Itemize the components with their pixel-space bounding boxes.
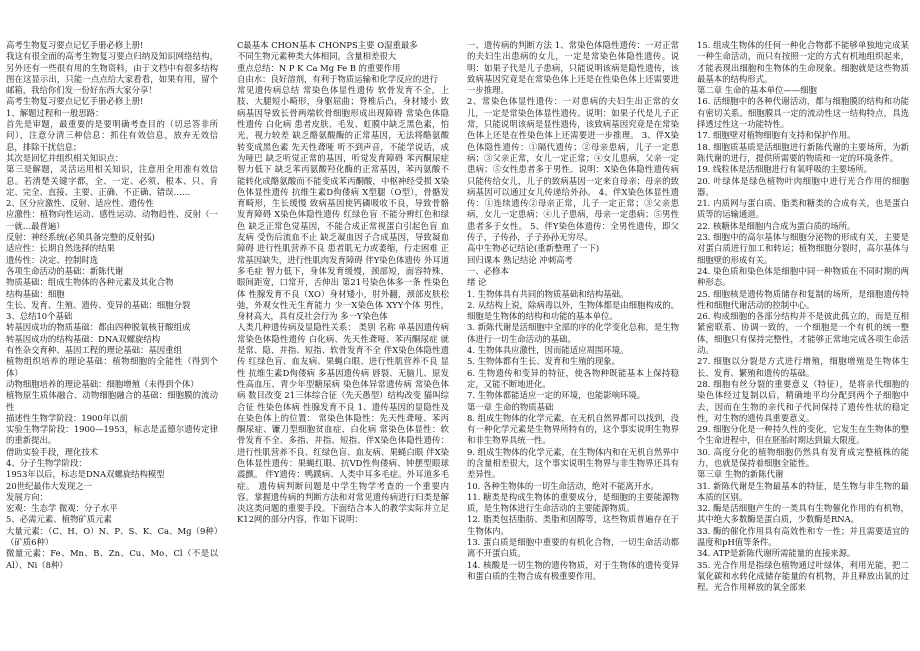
paragraph: 30. 高度分化的植物细胞仍然具有发育成完整植株的能力，也就是保持着细胞全能性。 [697,446,909,468]
paragraph: 大量元素：（C、H、O）N、P、S、K、Ca、Mg（9种）（矿质6种） [6,525,218,548]
paragraph: 第二章 生命的基本单位——细胞 [697,85,817,96]
paragraph: 5. 生物体都有生长、发育和生殖的现象。 [467,356,621,367]
paragraph: 发展方向： [6,491,48,502]
paragraph: 植物原生质体融合、动物细胞融合的基础：细胞膜的流动性 [6,390,218,412]
paragraph: 一、遗传病的判断方法 1、常染色体隐性遗传：一对正常的夫妇生出患病的女儿，一定是常染色体隐性遗传。说明：如果子代是儿子患病，只能说明该病是隐性遗传，该致病基因究竟是在常染色体上还是在性染色体上还需要进一步推理。 [467,40,679,96]
text-column-4 [697,40,909,646]
paragraph: 重点总结：N P K Ca Mg Fe B 的重要作用 [237,62,401,73]
paragraph: 17. 细胞壁对植物细胞有支持和保护作用。 [697,130,856,141]
paragraph: 21. 内质网与蛋白质、脂类和糖类的合成有关，也是蛋白质等的运输通道。 [697,198,909,220]
paragraph: 2. 从结构上说，除病毒以外，生物体都是由细胞构成的。细胞是生物体的结构和功能的基本单位。 [467,299,679,322]
paragraph: 1、解题过程和一般思路： [6,107,104,118]
paragraph: 描述性生物学阶段：1900年以前 [6,412,128,423]
paragraph: 33. 酶的催化作用具有高效性和专一性；并且需要适宜的温度和pH值等条件。 [697,525,909,548]
paragraph: 8. 组成生物体的化学元素，在无机自然界都可以找到，没有一种化学元素是生物界所特有的，这个事实说明生物界和非生物界具统一性。 [467,412,679,446]
paragraph: 借助实验手段，理化技术 [6,446,99,457]
paragraph: 18. 细胞质基质是活细胞进行新陈代谢的主要场所，为新陈代谢的进行，提供所需要的物质和一定的环境条件。 [697,141,909,163]
paragraph: 物质基础：组成生物体的各种元素及其化合物 [6,277,174,288]
paragraph: 10. 各种生物体的一切生命活动，绝对不能离开水。 [467,480,659,491]
paragraph: 应激性：植物向性运动、感性运动、动物趋性、反射（一一就…最普遍） [6,209,218,231]
paragraph: 绪 论 [467,277,487,288]
paragraph: 我这有很全面的高考生物复习要点归纳及知识网络结构，另外还有一些很有用的生物资料，由于文档中有很多结构图在这显示出，只能一点点给大家看看，如果有用，留个邮箱，我给你们发一份好东西大家分享！ [6,51,218,96]
paragraph: 结构基础：细胞 [6,288,65,299]
paragraph: 4. 生物体具应激性，因而能适应周围环境。 [467,345,629,356]
paragraph: 5、必需元素、植物矿质元素 [6,514,112,525]
paragraph: 高考生物复习要点记忆手册必修上册! [6,40,144,50]
text-column-1 [6,40,218,646]
paragraph: 不同生物元素种类大体相同，含量相差很大 [237,51,397,62]
paragraph: 35. 光合作用是指绿色植物通过叶绿体，利用光能，把二氧化碳和水转化成储存能量的有机物，并且释放出氧的过程。光合作用释放的氧全部来 [697,559,909,593]
paragraph: 6. 生物遗传和变异的特征，使各物种既能基本上保持稳定，又能不断地进化。 [467,367,679,389]
paragraph: 转基因成功的物质基础：都由四种脱氧核苷酸组成 [6,322,191,333]
paragraph: 16. 活细胞中的各种代谢活动，都与细胞膜的结构和功能有密切关系。细胞膜具一定的流动性这一结构特点，具选择透过性这一功能特性。 [697,96,909,130]
paragraph: 32. 酶是活细胞产生的一类具有生物催化作用的有机物，其中绝大多数酶是蛋白质，少数酶是RNA。 [697,503,909,525]
paragraph: 24. 染色质和染色体是细胞中同一种物质在不同时期的两种形态。 [697,265,909,288]
paragraph: 2、区分应激性、反射、适应性、遗传性 [6,198,154,209]
paragraph: 生长、发育、生殖、遗传、变异的基础：细胞分裂 [6,299,191,310]
paragraph: 反射：神经系统(必须具备完整的反射弧) [6,232,155,243]
paragraph: 34. ATP是新陈代谢所需能量的直接来源。 [697,548,856,559]
paragraph: 第三是解题，灵活运用相关知识，注意用全用准有效信息。若清楚关键字都，全、一定、必须、根本、只、肯定、完全、直接、主要、正确、不正确、错误…… [6,164,218,197]
text-column-3 [467,40,679,646]
paragraph: 第三章 生物的新陈代谢 [697,469,784,480]
paragraph: 转基因成功的结构基础：DNA双螺旋结构 [6,333,161,344]
paragraph: 2、常染色体显性遗传：一对患病的夫妇生出正常的女儿，一定是常染色体显性遗传。说明：如果子代是儿子正常，只能说明该病是显性遗传，该致病基因究竟是在常染色体上还是在性染色体上还需要进一步推理。 3、伴X染色体隐性遗传：①隔代遗传；②母亲患病，儿子一定患病；③父亲正常，女儿一定正常；④女儿患病，父亲一定患病；⑤女性患者多于男性。说明：X染色体隐性遗传病只能传给女儿，儿子的致病基因一定来自母亲；母亲的致病基因可以通过女儿传递给外孙。 4、伴X染色体显性遗传：①连续遗传②母亲正常，儿子一定正常；③父亲患病，女儿一定患病；④儿子患病，母亲一定患病；⑤男性患者多于女性。 5、伴Y染色体遗传：全男性遗传，即父传子，子传孙，子子孙孙无穷尽。 [467,96,679,243]
paragraph: 7. 生物体都能适应一定的环境，也能影响环境。 [467,390,646,401]
paragraph: 3. 新陈代谢是活细胞中全部的序的化学变化总称，是生物体进行一切生命活动的基础。 [467,322,679,344]
paragraph: 28. 细胞有丝分裂的重要意义（特征），是将亲代细胞的染色体经过复制以后，精确地平均分配到两个子细胞中去，因而在生物的亲代和子代间保持了遗传性状的稳定性，对生物的遗传具重要意义。 [697,378,909,423]
paragraph: 第一章 生命的物质基础 [467,401,554,412]
paragraph: 14. 核酸是一切生物的遗传物质，对于生物体的遗传变异和蛋白质的生物合成有极重要作用。 [467,559,679,581]
paragraph: 回归课本 熟记结论 冲刺高考 [467,254,573,265]
paragraph: 微量元素：Fe、Mn、B、Zn、Cu、Mo、Cl（不是以Al）、Ni（8种） [6,548,218,570]
paragraph: 19. 线粒体是活细胞进行有氧呼吸的主要场所。 [697,164,873,175]
paragraph: 9. 组成生物体的化学元素，在生物体内和在无机自然界中的含量相差很大，这个事实说明生物界与非生物界还具有差异性。 [467,446,679,480]
paragraph: 人类几种遗传病及显隐性关系： 类别 名称 单基因遗传病 常染色体隐性遗传 白化病、先天性聋哑、苯丙酮尿症 就是常、隐、并指、短指、软骨发育不全 伴X染色体隐性遗传 红绿色盲、血友病、果蝇白眼、进行性肌营养不良 显性 抗维生素D佝偻病 多基因遗传病 唇裂、无脑儿、原发性高血压、青少年型糖尿病 染色体异常遗传病 常染色体病 数目改变 21三体综合征（先天愚型）结构改变 猫叫综合征 性染色体病 性腺发育不良 1、遗传基因的显隐性及在染色体上的位置： 常染色体隐性：先天性聋哑、苯丙酮尿症、镰刀型细胞贫血症、白化病 常染色体显性：软骨发育不全、多指、并指、短指、伴X染色体隐性遗传：进行性肌营养不良、红绿色盲、血友病、果蝇白眼 伴X染色体显性遗传：果蝇红眼、抗VD性佝偻病、钟摆型眼球震颤。 伴Y遗传：鸭蹼病、人类中耳多毛症。外耳道多毛症。 遗传病判断问题是中学生物学考查的一个重要内容。掌握遗传病的判断方法和对常见遗传病进行归类是解决这类问题的重要手段。下面结合本人的教学实际并立足K12网的部分内容，作如下说明： [237,322,449,525]
paragraph: 有性杂交育种、基因工程的理论基础：基因重组 [6,345,182,356]
paragraph: 4、分子生物学阶段： [6,457,87,468]
paragraph: 3、总结10个基础 [6,311,73,322]
paragraph: 高中生物必记结论(重新整理了一下) [467,243,600,254]
paragraph: 适应性：长期自然选择的结果 [6,243,115,254]
paragraph: 常见遗传病总结 常染色体显性遗传 软骨发育不全，上肢、大腿短小畸形，身躯屈曲；脊椎后凸，身材矮小 致病基因导致长骨两端软骨细胞形成出现障碍 常染色体隐性遗传 白化病 患者皮肤、毛发、虹膜中缺乏黑色素，怕光，视力较差 缺乏酪氨酸酶的正常基因，无法将酪氨酸转变成黑色素 先天性聋哑 听不到声音，不能学说话，成为哑巴 缺乏听觉正常的基因，听觉发育障碍 苯丙酮尿症 智力低下 缺乏苯丙氨酸羟化酶的正常基因，苯丙氨酸不能转化成酪氨酸而不能变成苯丙酮酸，中枢神经受损 X染色体显性遗传 抗维生素D佝偻病 X型腿（O型），骨骼发育畸形，生长缓慢 致病基因使钙磷吸收不良，导致骨骼发育障碍 X染色体隐性遗传 红绿色盲 不能分辨红色和绿色 缺乏正常色觉基因，不能合成正常视蛋白引起色盲 血友病 受伤后流血不止 缺乏凝血因子合成基因，导致凝血障碍 进行性肌营养不良 患者肌无力或萎缩，行走困难 正常基因缺失，进行性肌肉发育障碍 伴Y染色体遗传 外耳道多毛症 智力低下，身体发育缓慢，颈部短，面容特殊，眼间距宽，口常开，舌伸出 第21号染色体多一条 性染色体 性腺发育不良（XO）身材矮小，肘外翻，颈部皮肤松弛，外观女性无生育能力 少一X染色体 XYY个体 男性，身材高大，具有反社会行为 多一Y染色体 [237,85,449,322]
paragraph: 29. 细胞分化是一种持久性的变化，它发生在生物体的整个生命进程中，但在胚胎时期达到最大限度。 [697,424,909,446]
paragraph: 宏观：生态学 微观：分子水平 [6,503,118,514]
paragraph: 15. 组成生物体的任何一种化合物都不能够单独地完成某一种生命活动，而只有按照一定的方式有机地组织起来，才能表现出细胞和生物体的生命现象。细胞就是这些物质最基本的结构形式。 [697,40,909,84]
paragraph: 12. 脂类包括脂肪、类脂和固醇等，这些物质普遍存在于生物体内。 [467,514,679,536]
paragraph: 11. 糖类是构成生物体的重要成分，是细胞的主要能源物质，是生物体进行生命活动的主要能源物质。 [467,491,679,514]
paragraph: 20世纪最伟大发现之一 [6,480,93,491]
paragraph: 13. 蛋白质是细胞中重要的有机化合物，一切生命活动都离不开蛋白质。 [467,537,679,559]
paragraph: 一、必修本 [467,265,509,276]
paragraph: 31. 新陈代谢是生物最基本的特征，是生物与非生物的最本质的区别。 [697,480,909,502]
paragraph: 遗传性：决定、控制时选 [6,254,99,265]
paragraph: 实验生物学阶段：1900—1953，标志是孟德尔遗传定律的重新提出。 [6,424,218,446]
paragraph: 自由水：良好溶剂，有利于物质运输和化学反应的进行 [237,73,438,84]
paragraph: C最基本 CHON基本 CHONPS主要 O湿重最多 [237,40,418,50]
paragraph: 25. 细胞核是遗传物质储存和复制的场所，是细胞遗传特性和细胞代谢活动的控制中心。 [697,288,909,310]
paragraph: 20. 叶绿体是绿色植物叶肉细胞中进行光合作用的细胞器。 [697,175,909,197]
paragraph: 1953年以后，标志是DNA双螺旋结构模型 [6,469,165,480]
text-column-2 [237,40,449,646]
paragraph: 22. 核糖体是细胞内合成为蛋白质的场所。 [697,220,856,231]
paragraph: 26. 构成细胞的各部分结构并不是彼此孤立的，而是互相紧密联系、协调一致的，一个细胞是一个有机的统一整体，细胞只有保持完整性，才能够正常地完成各项生命活动。 [697,311,909,356]
paragraph: 动物细胞培养的理论基础：细胞增殖（未得到个体） [6,378,199,389]
paragraph: 各项生命活动的基础：新陈代谢 [6,265,124,276]
paragraph: 其次是回忆并组织相关知识点： [6,152,124,163]
paragraph: 23. 细胞中的高尔基体与细胞分泌物的形成有关，主要是对蛋白质进行加工和转运；植物细胞分裂时，高尔基体与细胞壁的形成有关。 [697,232,909,265]
paragraph: 27. 细胞以分裂是方式进行增殖，细胞增殖是生物体生长、发育、繁殖和遗传的基础。 [697,356,909,378]
paragraph: 植物组织培养的理论基础：植物细胞的全能性（得到个体） [6,356,218,378]
paragraph: 首先是审题，最重要的是要明确考查目的（切忌答非所问），注意分清三种信息：抓住有效信息，放弃无效信息，排除干扰信息； [6,119,218,152]
paragraph: 1. 生物体具有共同的物质基础和结构基础。 [467,288,629,299]
paragraph: 高考生物复习要点记忆手册必修上册! [6,96,144,107]
